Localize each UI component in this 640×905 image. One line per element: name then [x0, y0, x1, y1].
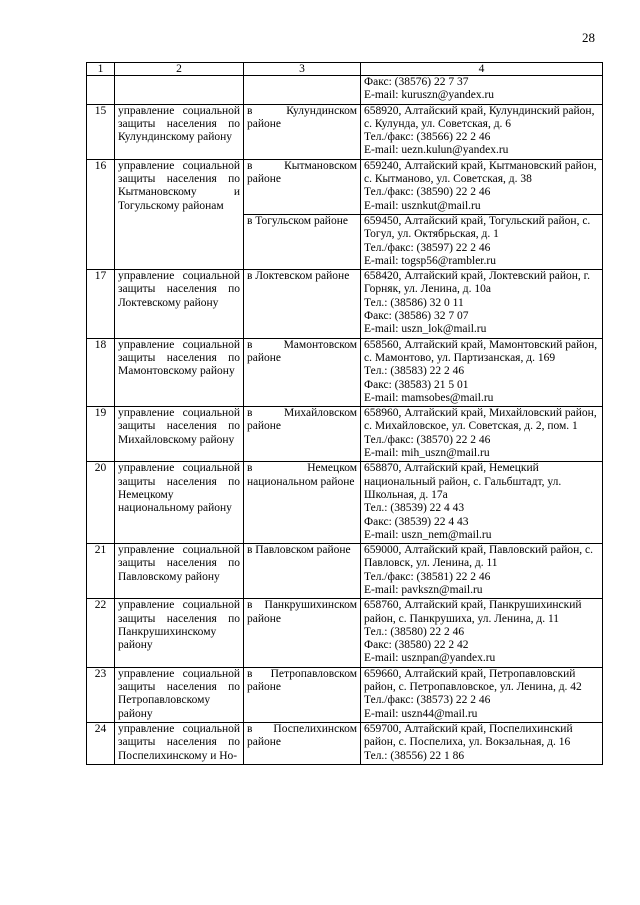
address-line: 659450, Алтайский край, Тогульский район, с. Тогул, ул. Октябрьская, д. 1 [364, 214, 591, 241]
office-name: управление социальной защиты населения по Немецкому национальному району [115, 462, 244, 544]
address-line: 658920, Алтайский край, Кулундинский район, с. Кулунда, ул. Советская, д. 6 [364, 104, 595, 130]
office-contacts [361, 214, 603, 269]
row-number: 17 [87, 270, 115, 338]
row-number: 23 [87, 667, 115, 722]
office-location: в Кулундинском районе [244, 104, 361, 159]
office-name: управление социальной защиты населения по Павловскому району [115, 544, 244, 599]
office-contacts [361, 599, 603, 667]
phone-line: Тел./факс: (38581) 22 2 46 [364, 570, 491, 583]
row-number: 19 [87, 407, 115, 462]
address-line: 659000, Алтайский край, Павловский район, с. Павловск, ул. Ленина, д. 11 [364, 544, 593, 570]
social-protection-offices-table [86, 62, 603, 765]
address-line: 658960, Алтайский край, Михайловский район, с. Михайловское, ул. Советская, д. 2, пом. 1 [364, 407, 597, 433]
office-contacts [361, 76, 603, 105]
address-line: 658420, Алтайский край, Локтевский район, г. Горняк, ул. Ленина, д. 10а [364, 270, 590, 296]
row-number [87, 76, 115, 105]
row-number: 16 [87, 159, 115, 269]
office-location: в Михайловском районе [244, 407, 361, 462]
fax-line: Факс: (38580) 22 2 42 [364, 639, 469, 652]
office-contacts [361, 407, 603, 462]
table-row [87, 544, 603, 599]
phone-line: Тел./факс: (38570) 22 2 46 [364, 433, 491, 446]
office-name: управление социальной защиты населения по Мамонтовскому району [115, 338, 244, 406]
email-line: E-mail: pavkszn@mail.ru [364, 583, 483, 596]
table-row [87, 159, 603, 214]
page-number: 28 [582, 30, 595, 45]
row-number: 18 [87, 338, 115, 406]
office-contacts [361, 104, 603, 159]
table-row [87, 599, 603, 667]
phone-line: Тел.: (38580) 22 2 46 [364, 625, 465, 638]
phone-line: Тел./факс: (38566) 22 2 46 [364, 131, 491, 144]
office-contacts [361, 270, 603, 338]
table-row [87, 270, 603, 338]
address-line: 659700, Алтайский край, Поспелихинский район, с. Поспелиха, ул. Вокзальная, д. 16 [364, 722, 573, 749]
fax-line: Факс: (38539) 22 4 43 [364, 515, 469, 528]
phone-line: Тел.: (38583) 22 2 46 [364, 365, 465, 378]
office-location: в Поспелихинском районе [244, 722, 361, 764]
table-header-row [87, 63, 603, 76]
phone-line: Тел.: (38539) 22 4 43 [364, 502, 465, 515]
office-name [115, 76, 244, 105]
row-number: 22 [87, 599, 115, 667]
office-location: в Локтевском районе [244, 270, 361, 338]
office-name: управление социальной защиты населения по Локтевскому району [115, 270, 244, 338]
phone-line: Тел./факс: (38597) 22 2 46 [364, 241, 491, 254]
office-name: управление социальной защиты населения по Петропавловскому району [115, 667, 244, 722]
email-line: E-mail: uszn_lok@mail.ru [364, 323, 487, 336]
office-contacts [361, 462, 603, 544]
address-line: 659240, Алтайский край, Кытмановский район, с. Кытманово, ул. Советская, д. 38 [364, 159, 597, 186]
email-line: E-mail: uezn.kulun@yandex.ru [364, 144, 509, 157]
continuation-row [87, 76, 603, 105]
office-location: в Тогульском районе [244, 214, 361, 269]
office-contacts [361, 722, 603, 764]
office-location: в Панкрушихинском районе [244, 599, 361, 667]
email-line: E-mail: usznkut@mail.ru [364, 199, 481, 212]
column-header-2: 2 [115, 63, 244, 76]
email-line: E-mail: mamsobes@mail.ru [364, 391, 494, 404]
table-row [87, 407, 603, 462]
email-line: E-mail: uszn_nem@mail.ru [364, 528, 492, 541]
office-location: в Немецком национальном районе [244, 462, 361, 544]
fax-line: Факс: (38576) 22 7 37 [364, 76, 469, 88]
email-line: E-mail: mih_uszn@mail.ru [364, 447, 490, 460]
column-header-4: 4 [361, 63, 603, 76]
email-line: E-mail: kuruszn@yandex.ru [364, 89, 495, 102]
email-line: E-mail: usznpan@yandex.ru [364, 652, 496, 665]
email-line: E-mail: uszn44@mail.ru [364, 707, 478, 720]
fax-line: Факс: (38583) 21 5 01 [364, 378, 469, 391]
row-number: 21 [87, 544, 115, 599]
office-name: управление социальной защиты населения по Кытмановскому и Тогульскому районам [115, 159, 244, 269]
phone-line: Тел./факс: (38590) 22 2 46 [364, 186, 491, 199]
office-name: управление социальной защиты населения по Поспелихинскому и Но- [115, 722, 244, 764]
address-line: 659660, Алтайский край, Петропавловский район, с. Петропавловское, ул. Ленина, д. 42 [364, 667, 582, 694]
table-row [87, 104, 603, 159]
table-row [87, 722, 603, 764]
table-row [87, 462, 603, 544]
office-location [244, 76, 361, 105]
office-location: в Мамонтовском районе [244, 338, 361, 406]
phone-line: Тел./факс: (38573) 22 2 46 [364, 694, 491, 707]
row-number: 20 [87, 462, 115, 544]
table-row [87, 338, 603, 406]
office-location: в Петропавловском районе [244, 667, 361, 722]
office-contacts [361, 667, 603, 722]
office-name: управление социальной защиты населения по Кулундинскому району [115, 104, 244, 159]
office-contacts [361, 338, 603, 406]
column-header-1: 1 [87, 63, 115, 76]
office-contacts [361, 159, 603, 214]
row-number: 15 [87, 104, 115, 159]
table-row [87, 667, 603, 722]
row-number: 24 [87, 722, 115, 764]
fax-line: Факс: (38586) 32 7 07 [364, 310, 469, 323]
address-line: 658560, Алтайский край, Мамонтовский район, с. Мамонтово, ул. Партизанская, д. 169 [364, 338, 598, 364]
office-name: управление социальной защиты населения по Михайловскому району [115, 407, 244, 462]
column-header-3: 3 [244, 63, 361, 76]
address-line: 658760, Алтайский край, Панкрушихинский район, с. Панкрушиха, ул. Ленина, д. 11 [364, 599, 582, 625]
office-location: в Павловском районе [244, 544, 361, 599]
address-line: 658870, Алтайский край, Немецкий национальный район, с. Гальбштадт, ул. Школьная, д. 17а [364, 462, 562, 501]
phone-line: Тел.: (38556) 22 1 86 [364, 749, 465, 762]
office-contacts [361, 544, 603, 599]
phone-line: Тел.: (38586) 32 0 11 [364, 296, 464, 309]
office-name: управление социальной защиты населения по Панкрушихинскому району [115, 599, 244, 667]
office-location: в Кытмановском районе [244, 159, 361, 214]
email-line: E-mail: togsp56@rambler.ru [364, 254, 496, 267]
